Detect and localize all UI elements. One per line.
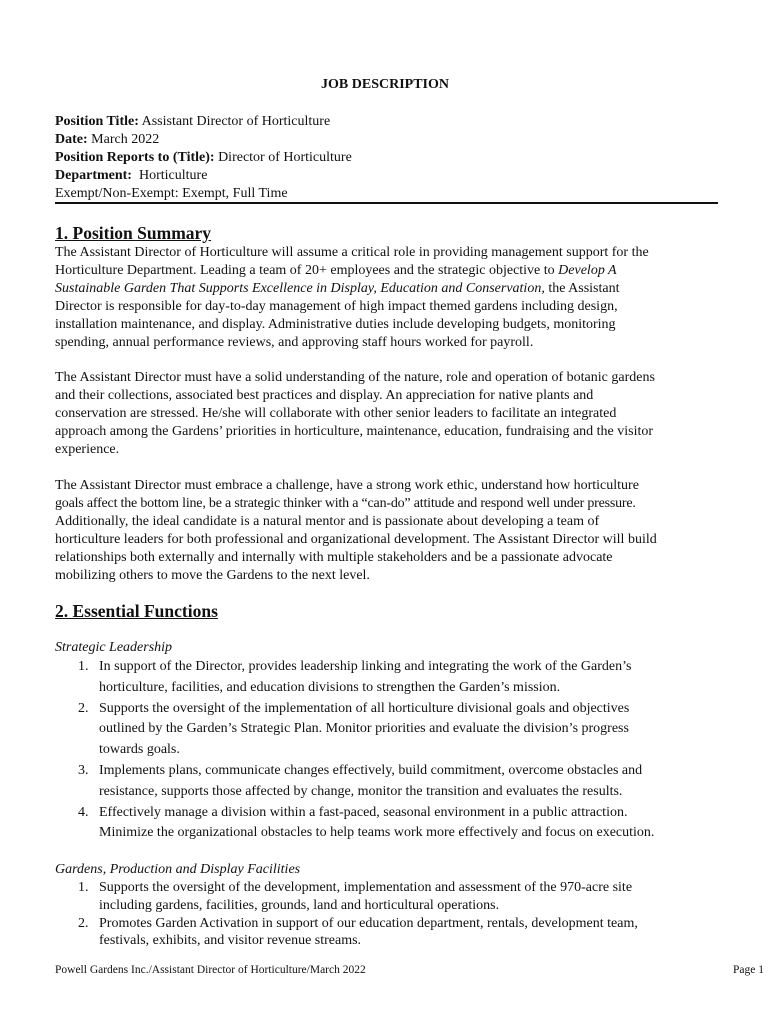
- meta-date: Date: March 2022: [55, 132, 160, 147]
- summary-paragraph-1: The Assistant Director of Horticulture will assume a critical role in providing management support for the Horticulture Department. Leading a team of 20+ employees and the strategic objective to Develop A Sustainable Garden That Supports Excellence in Display, Education and Conservation, the Assistant Director is responsible for day-to-day management of high impact themed gardens including design, installation maintenance, and display. Administrative duties include developing budgets, monitoring spending, annual performance reviews, and approving staff hours worked for payroll.: [55, 245, 649, 350]
- footer-document-reference: Powell Gardens Inc./Assistant Director of Horticulture/March 2022: [55, 964, 366, 976]
- list-item: 1. Supports the oversight of the development, implementation and assessment of the 970-acre site including gardens, facilities, grounds, land and horticultural operations.: [78, 880, 633, 913]
- section-heading-essential-functions: 2. Essential Functions: [55, 601, 218, 621]
- subheading-strategic-leadership: Strategic Leadership: [55, 640, 173, 655]
- list-item: 3. Implements plans, communicate changes effectively, build commitment, overcome obstacles and resistance, supports those affected by change, monitor the transition and evaluates the results.: [78, 762, 643, 799]
- job-meta: [55, 113, 725, 203]
- summary-paragraph-2: The Assistant Director must have a solid understanding of the nature, role and operation of botanic gardens and their collections, associated best practices and display. An appreciation for native plants and conservation are stressed. He/she will collaborate with other senior leaders to facilitate an integrated approach among the Gardens’ priorities in horticulture, maintenance, education, fundraising and the visitor experience.: [55, 370, 655, 457]
- list-item: 2. Promotes Garden Activation in support of our education department, rentals, development team, festivals, exhibits, and visitor revenue streams.: [78, 915, 638, 949]
- summary-paragraph-3: The Assistant Director must embrace a challenge, have a strong work ethic, understand how horticulture goals affect the bottom line, be a strategic thinker with a “can-do” attitude and respond well under pressure. Additionally, the ideal candidate is a natural mentor and is passionate about developing a team of horticulture leaders for both professional and organizational development. The Assistant Director will build relationships both externally and internally with multiple stakeholders and be a passionate advocate mobilizing others to move the Gardens to the next level.: [55, 478, 657, 583]
- list-item: 2. Supports the oversight of the implementation of all horticulture divisional goals and objectives outlined by the Garden’s Strategic Plan. Monitor priorities and evaluate the division’s progress towards goals.: [78, 700, 630, 758]
- header-divider: [55, 202, 718, 204]
- gardens-production-list: [55, 879, 745, 950]
- meta-department: Department: Horticulture: [55, 168, 208, 183]
- subheading-gardens-production: Gardens, Production and Display Facilities: [55, 862, 301, 877]
- strategic-leadership-list: [55, 657, 745, 844]
- meta-reports-to: Position Reports to (Title): Director of Horticulture: [55, 150, 352, 165]
- section-heading-position-summary: 1. Position Summary: [55, 223, 212, 243]
- list-item: 4. Effectively manage a division within a fast-paced, seasonal environment in a public attraction. Minimize the organizational obstacles to help teams work more effectively and focus on execution.: [78, 804, 655, 841]
- meta-position-title: Position Title: Assistant Director of Horticulture: [55, 114, 331, 129]
- meta-exempt-status: Exempt/Non-Exempt: Exempt, Full Time: [55, 186, 288, 201]
- document-title: JOB DESCRIPTION: [321, 77, 449, 92]
- footer-page-number: Page 1: [733, 964, 764, 976]
- list-item: 1. In support of the Director, provides leadership linking and integrating the work of the Garden’s horticulture, facilities, and education divisions to strengthen the Garden’s mission.: [78, 659, 632, 695]
